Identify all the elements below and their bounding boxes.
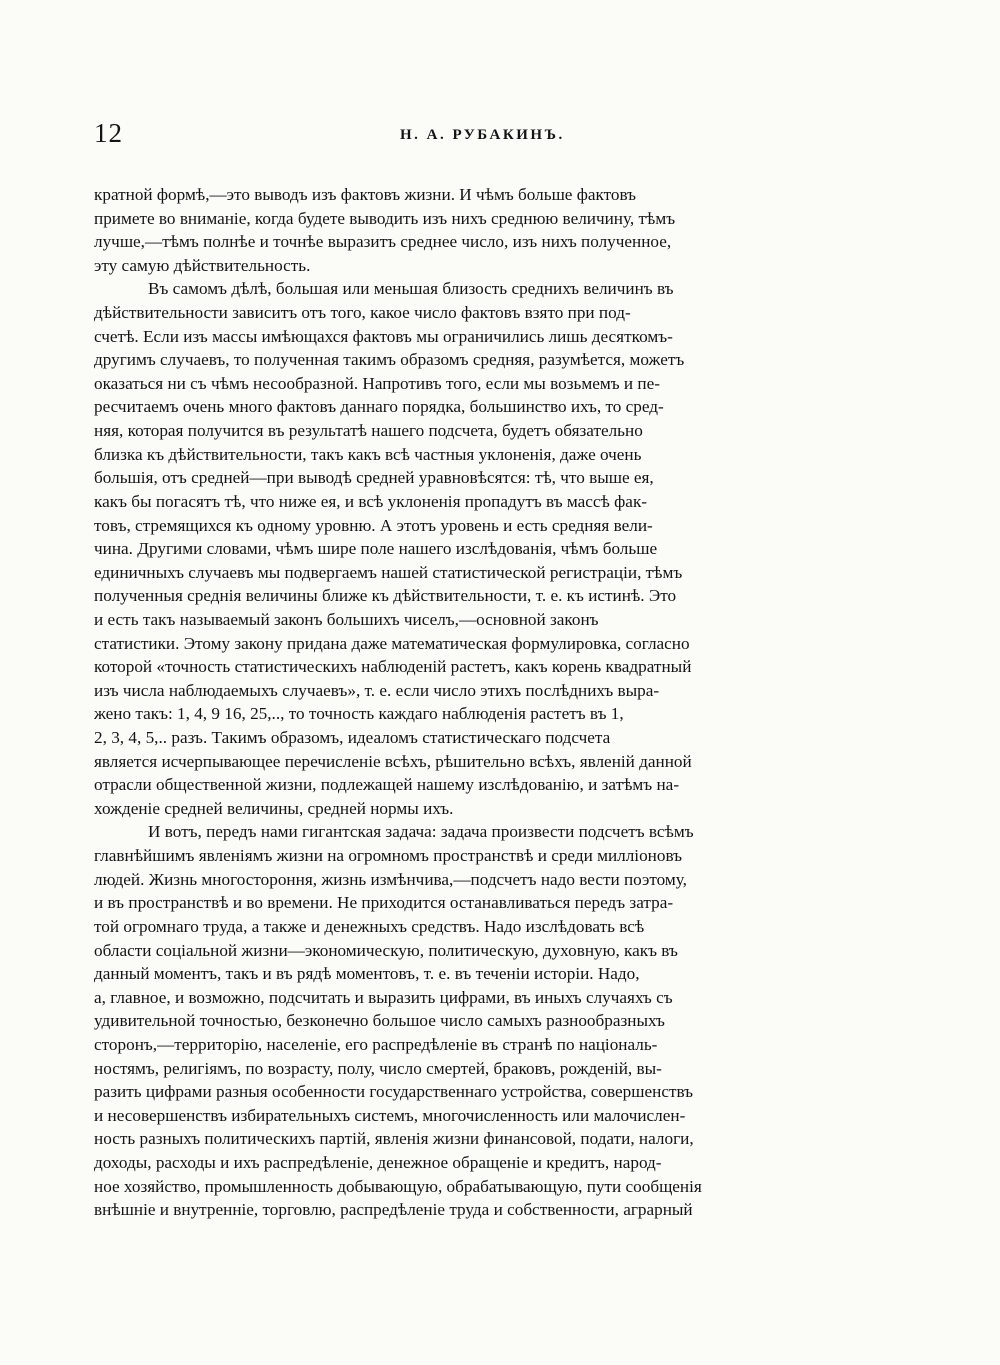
text-line: примете во вниманіе, когда будете выводить изъ нихъ среднюю величину, тѣмъ xyxy=(94,208,676,228)
text-line: счетѣ. Если изъ массы имѣющахся фактовъ мы ограничились лишь десяткомъ- xyxy=(94,326,673,346)
text-line: отрасли общественной жизни, подлежащей нашему изслѣдованію, и затѣмъ на- xyxy=(94,775,680,795)
text-line: чина. Другими словами, чѣмъ шире поле нашего изслѣдованія, чѣмъ больше xyxy=(94,539,658,559)
running-title: Н. А. РУБАКИНЪ. xyxy=(400,127,565,143)
text-line: лучше,—тѣмъ полнѣе и точнѣе выразитъ среднее число, изъ нихъ полученное, xyxy=(94,232,672,252)
text-line: сторонъ,—территорію, населеніе, его распредѣленіе въ странѣ по національ- xyxy=(94,1034,658,1054)
text-line: большія, отъ средней—при выводѣ средней уравновѣсятся: тѣ, что выше ея, xyxy=(94,468,654,488)
text-line: доходы, расходы и ихъ распредѣленіе, денежное обращеніе и кредитъ, народ- xyxy=(94,1152,662,1172)
text-line: и въ пространствѣ и во времени. Не приходится останавливаться передъ затра- xyxy=(94,893,674,913)
text-line: а, главное, и возможно, подсчитать и выразить цифрами, въ иныхъ случаяхъ съ xyxy=(94,987,673,1007)
page-number: 12 xyxy=(94,118,123,148)
text-line: полученныя среднія величины ближе къ дѣйствительности, т. е. къ истинѣ. Это xyxy=(94,586,677,606)
text-line: внѣшніе и внутренніе, торговлю, распредѣленіе труда и собственности, аграрный xyxy=(94,1200,693,1220)
text-line: кратной формѣ,—это выводъ изъ фактовъ жизни. И чѣмъ больше фактовъ xyxy=(94,185,637,204)
text-line: эту самую дѣйствительность. xyxy=(94,255,311,275)
text-line: и есть такъ называемый законъ большихъ чиселъ,—основной законъ xyxy=(94,609,599,629)
paragraph-first-line: Въ самомъ дѣлѣ, большая или меньшая близость среднихъ величинъ въ xyxy=(148,279,674,299)
text-line: является исчерпывающее перечисленіе всѣхъ, рѣшительно всѣхъ, явленій данной xyxy=(94,751,692,771)
text-line: близка къ дѣйствительности, такъ какъ всѣ частныя уклоненія, даже очень xyxy=(94,444,642,464)
text-line: какъ бы погасятъ тѣ, что ниже ея, и всѣ уклоненія пропадутъ въ массѣ фак- xyxy=(94,491,648,511)
page-header xyxy=(94,118,854,158)
text-line: няя, которая получится въ результатѣ нашего подсчета, будетъ обязательно xyxy=(94,421,643,441)
text-line: ностямъ, религіямъ, по возрасту, полу, число смертей, браковъ, рожденій, вы- xyxy=(94,1058,662,1078)
text-line: статистики. Этому закону придана даже математическая формулировка, согласно xyxy=(94,633,690,653)
text-line: 2, 3, 4, 5,.. разъ. Такимъ образомъ, идеаломъ статистическаго подсчета xyxy=(94,728,611,748)
text-line: ность разныхъ политическихъ партій, явленія жизни финансовой, подати, налоги, xyxy=(94,1129,694,1149)
text-line: разить цифрами разныя особенности государственнаго устройства, совершенствъ xyxy=(94,1082,694,1102)
text-line: изъ числа наблюдаемыхъ случаевъ», т. е. если число этихъ послѣднихъ выра- xyxy=(94,680,660,700)
text-line: оказаться ни съ чѣмъ несообразной. Напротивъ того, если мы возьмемъ и пе- xyxy=(94,373,660,393)
text-line: жено такъ: 1, 4, 9 16, 25,.., то точность каждаго наблюденія растетъ въ 1, xyxy=(94,704,624,724)
text-line: хожденіе средней величины, средней нормы ихъ. xyxy=(94,798,454,818)
text-line: той огромнаго труда, а также и денежныхъ средствъ. Надо изслѣдовать всѣ xyxy=(94,916,645,936)
text-line: данный моментъ, такъ и въ рядѣ моментовъ, т. е. въ теченіи исторіи. Надо, xyxy=(94,964,640,984)
text-line: единичныхъ случаевъ мы подвергаемъ нашей статистической регистраціи, тѣмъ xyxy=(94,562,683,582)
text-line: удивительной точностью, безконечно большое число самыхъ разнообразныхъ xyxy=(94,1011,665,1031)
text-line: дѣйствительности зависитъ отъ того, какое число фактовъ взято при под- xyxy=(94,303,631,323)
text-line: главнѣйшимъ явленіямъ жизни на огромномъ пространствѣ и среди милліоновъ xyxy=(94,846,683,866)
text-line: которой «точность статистическихъ наблюденій растетъ, какъ корень квадратный xyxy=(94,657,692,677)
body-text xyxy=(94,183,852,1222)
text-line: ное хозяйство, промышленность добывающую, обрабатывающую, пути сообщенія xyxy=(94,1176,702,1196)
text-line: другимъ случаевъ, то полученная такимъ образомъ средняя, разумѣется, можетъ xyxy=(94,350,685,370)
text-line: людей. Жизнь многостороння, жизнь измѣнчива,—подсчетъ надо вести поэтому, xyxy=(94,869,687,889)
text-line: и несовершенствъ избирательныхъ системъ, многочисленность или малочислен- xyxy=(94,1105,686,1125)
text-line: товъ, стремящихся къ одному уровню. А этотъ уровень и есть средняя вели- xyxy=(94,515,653,535)
text-line: ресчитаемъ очень много фактовъ даннаго порядка, большинство ихъ, то сред- xyxy=(94,397,664,417)
paragraph-first-line: И вотъ, передъ нами гигантская задача: задача произвести подсчетъ всѣмъ xyxy=(148,822,694,842)
text-line: области соціальной жизни—экономическую, политическую, духовную, какъ въ xyxy=(94,940,678,960)
